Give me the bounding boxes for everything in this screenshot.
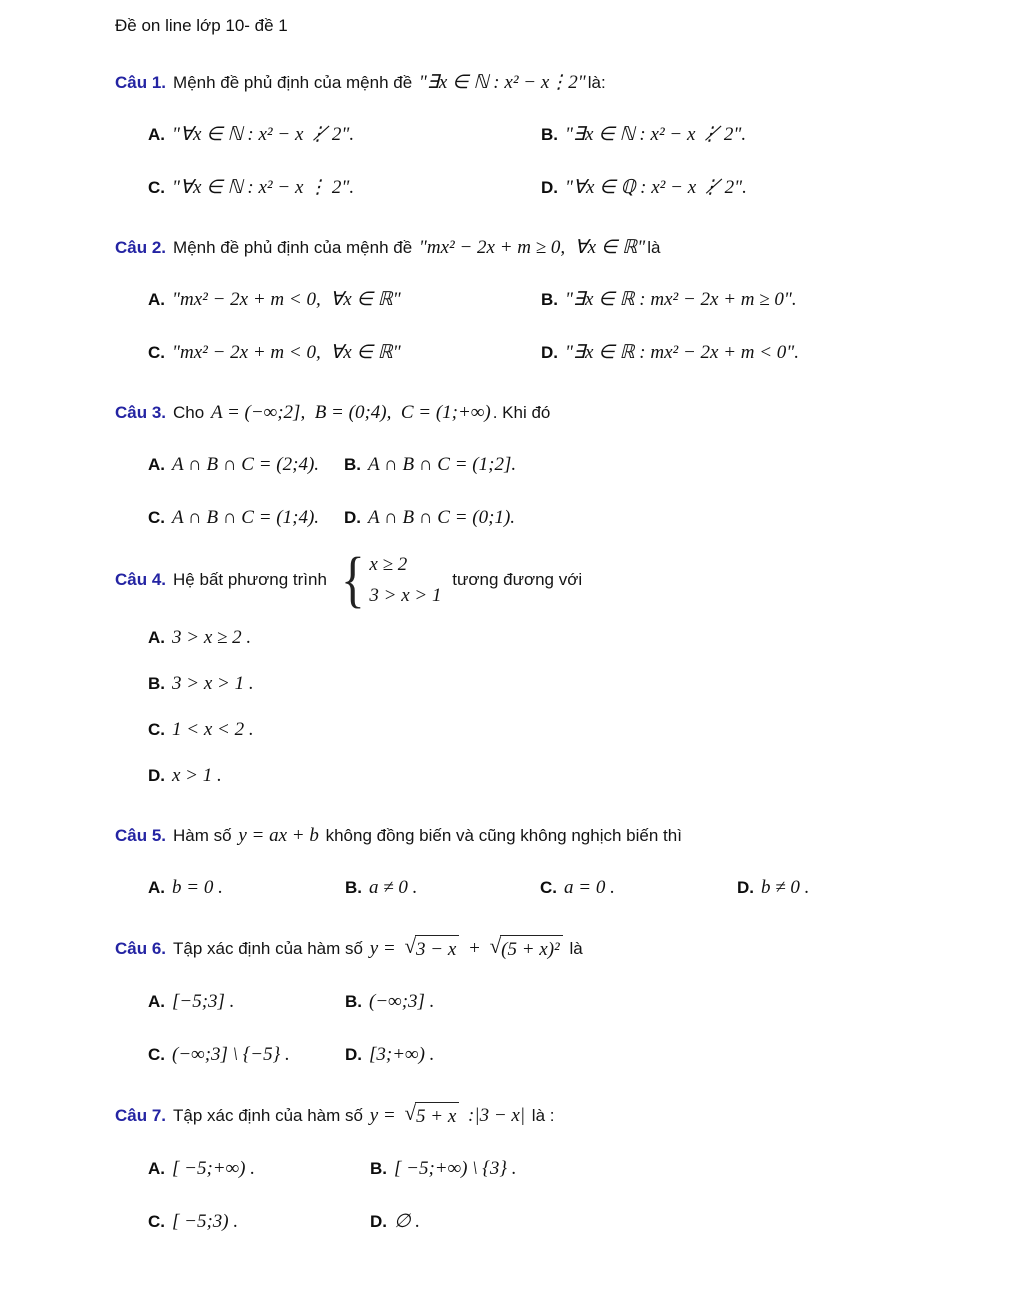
option-value: x > 1 . bbox=[172, 765, 222, 786]
option-value: b = 0 . bbox=[172, 877, 223, 898]
option-q7-a bbox=[148, 1156, 370, 1182]
option-value: ∅ . bbox=[394, 1211, 421, 1232]
options-q7 bbox=[148, 1156, 1024, 1235]
option-q7-c bbox=[148, 1209, 370, 1235]
option-value: "mx² − 2x + m < 0, ∀x ∈ ℝ" bbox=[172, 342, 401, 363]
sqrt-radical bbox=[404, 935, 459, 963]
question-label: Câu 3. bbox=[115, 403, 167, 422]
option-q3-b bbox=[344, 452, 1024, 478]
option-key: D. bbox=[345, 1045, 362, 1064]
stem-math: y = bbox=[369, 938, 401, 959]
stem-text: là : bbox=[531, 1106, 555, 1125]
option-q5-a bbox=[148, 875, 345, 901]
stem-math: "mx² − 2x + m ≥ 0, ∀x ∈ ℝ" bbox=[418, 237, 646, 258]
inequality-system bbox=[338, 546, 442, 614]
option-q6-c bbox=[148, 1042, 345, 1068]
stem-text: Tập xác định của hàm số bbox=[173, 939, 368, 958]
option-key: D. bbox=[344, 508, 361, 527]
option-key: D. bbox=[148, 766, 165, 785]
options-q2 bbox=[148, 287, 1024, 366]
option-value: [ −5;+∞) . bbox=[172, 1158, 255, 1179]
stem-math: y = ax + b bbox=[238, 825, 319, 846]
option-value: a ≠ 0 . bbox=[369, 877, 418, 898]
stem-text: là: bbox=[587, 73, 606, 92]
option-key: C. bbox=[148, 343, 165, 362]
stem-math: + bbox=[463, 938, 486, 959]
stem-text: là bbox=[564, 939, 583, 958]
option-key: A. bbox=[148, 1159, 165, 1178]
option-value: A ∩ B ∩ C = (1;2]. bbox=[368, 454, 517, 475]
system-line: 3 > x > 1 bbox=[369, 584, 442, 606]
option-value: A ∩ B ∩ C = (1;4). bbox=[172, 507, 320, 528]
question-q3 bbox=[115, 400, 1024, 531]
option-value: A ∩ B ∩ C = (2;4). bbox=[172, 454, 320, 475]
option-q6-d bbox=[345, 1042, 1024, 1068]
question-q6 bbox=[115, 935, 1024, 1068]
option-key: D. bbox=[370, 1212, 387, 1231]
option-key: A. bbox=[148, 125, 165, 144]
sqrt-radical bbox=[490, 935, 563, 963]
options-q3 bbox=[148, 452, 1024, 531]
option-value: 3 > x ≥ 2 . bbox=[172, 627, 252, 648]
option-key: C. bbox=[148, 720, 165, 739]
options-q6 bbox=[148, 989, 1024, 1068]
question-label: Câu 4. bbox=[115, 570, 167, 589]
option-key: C. bbox=[148, 508, 165, 527]
stem-text: Mệnh đề phủ định của mệnh đề bbox=[173, 238, 417, 257]
option-key: B. bbox=[345, 878, 362, 897]
options-q5 bbox=[148, 875, 1024, 901]
option-value: "mx² − 2x + m < 0, ∀x ∈ ℝ" bbox=[172, 289, 401, 310]
option-value: [3;+∞) . bbox=[369, 1044, 435, 1065]
option-key: B. bbox=[344, 455, 361, 474]
option-q3-d bbox=[344, 505, 1024, 531]
radicand: (5 + x)² bbox=[500, 935, 563, 963]
question-stem bbox=[115, 546, 1024, 614]
system-line: x ≥ 2 bbox=[369, 553, 408, 575]
question-stem bbox=[115, 823, 1024, 849]
stem-math: :|3 − x| bbox=[463, 1105, 530, 1126]
option-q5-c bbox=[540, 875, 737, 901]
question-stem bbox=[115, 1102, 1024, 1130]
stem-text: Hệ bất phương trình bbox=[173, 570, 332, 589]
question-q4 bbox=[115, 546, 1024, 789]
question-q7 bbox=[115, 1102, 1024, 1235]
option-key: C. bbox=[540, 878, 557, 897]
option-q1-c bbox=[148, 175, 541, 201]
stem-math: A = (−∞;2], B = (0;4), C = (1;+∞) bbox=[210, 402, 491, 423]
sqrt-radical bbox=[404, 1102, 459, 1130]
option-q3-a bbox=[148, 452, 344, 478]
radical-sign-icon: √ bbox=[404, 1101, 416, 1125]
option-q7-b bbox=[370, 1156, 1024, 1182]
options-q4 bbox=[148, 625, 1024, 789]
stem-text: không đồng biến và cũng không nghịch biến thì bbox=[320, 826, 682, 845]
option-value: [−5;3] . bbox=[172, 991, 235, 1012]
option-key: A. bbox=[148, 290, 165, 309]
option-key: B. bbox=[370, 1159, 387, 1178]
stem-text: . Khi đó bbox=[492, 403, 551, 422]
option-q5-d bbox=[737, 875, 1024, 901]
option-value: "∀x ∈ ℚ : x² − x ⋮̸ 2". bbox=[565, 177, 747, 198]
option-value: b ≠ 0 . bbox=[761, 877, 810, 898]
question-q1 bbox=[115, 70, 1024, 201]
radicand: 5 + x bbox=[415, 1102, 459, 1130]
question-q5 bbox=[115, 823, 1024, 901]
option-q6-b bbox=[345, 989, 1024, 1015]
option-q7-d bbox=[370, 1209, 1024, 1235]
question-label: Câu 1. bbox=[115, 73, 167, 92]
stem-text: Cho bbox=[173, 403, 209, 422]
option-key: C. bbox=[148, 1045, 165, 1064]
option-q2-b bbox=[541, 287, 1024, 313]
option-q2-c bbox=[148, 340, 541, 366]
question-label: Câu 6. bbox=[115, 939, 167, 958]
document-title: Đề on line lớp 10- đề 1 bbox=[115, 16, 288, 35]
question-label: Câu 5. bbox=[115, 826, 167, 845]
option-q2-a bbox=[148, 287, 541, 313]
stem-text: Tập xác định của hàm số bbox=[173, 1106, 368, 1125]
option-key: A. bbox=[148, 878, 165, 897]
option-q5-b bbox=[345, 875, 540, 901]
questions bbox=[0, 70, 1024, 1235]
stem-text: tương đương với bbox=[447, 570, 583, 589]
option-value: 1 < x < 2 . bbox=[172, 719, 254, 740]
option-key: B. bbox=[345, 992, 362, 1011]
option-key: B. bbox=[148, 674, 165, 693]
option-value: [ −5;+∞) \ {3} . bbox=[394, 1158, 517, 1179]
stem-text: là bbox=[647, 238, 661, 257]
stem-math: "∃x ∈ ℕ : x² − x⋮2" bbox=[418, 72, 586, 93]
left-brace-icon: { bbox=[340, 546, 365, 614]
option-value: [ −5;3) . bbox=[172, 1211, 239, 1232]
option-q4-c bbox=[148, 717, 1024, 743]
option-key: D. bbox=[541, 178, 558, 197]
stem-text: Hàm số bbox=[173, 826, 237, 845]
option-q4-a bbox=[148, 625, 1024, 651]
option-value: (−∞;3] \ {−5} . bbox=[172, 1044, 290, 1065]
option-value: "∀x ∈ ℕ : x² − x ⋮̸ 2". bbox=[172, 124, 355, 145]
stem-text: Mệnh đề phủ định của mệnh đề bbox=[173, 73, 417, 92]
option-value: A ∩ B ∩ C = (0;1). bbox=[368, 507, 516, 528]
option-key: B. bbox=[541, 290, 558, 309]
question-label: Câu 2. bbox=[115, 238, 167, 257]
option-value: "∀x ∈ ℕ : x² − x ⋮ 2". bbox=[172, 177, 355, 198]
radical-sign-icon: √ bbox=[489, 934, 502, 958]
option-key: D. bbox=[541, 343, 558, 362]
option-key: C. bbox=[148, 1212, 165, 1231]
option-q1-d bbox=[541, 175, 1024, 201]
stem-math: y = bbox=[369, 1105, 401, 1126]
question-label: Câu 7. bbox=[115, 1106, 167, 1125]
option-key: A. bbox=[148, 455, 165, 474]
option-q1-b bbox=[541, 122, 1024, 148]
option-key: A. bbox=[148, 992, 165, 1011]
option-q6-a bbox=[148, 989, 345, 1015]
option-key: C. bbox=[148, 178, 165, 197]
option-value: (−∞;3] . bbox=[369, 991, 435, 1012]
question-stem bbox=[115, 400, 1024, 426]
option-q2-d bbox=[541, 340, 1024, 366]
options-q1 bbox=[148, 122, 1024, 201]
option-q4-b bbox=[148, 671, 1024, 697]
option-value: "∃x ∈ ℝ : mx² − 2x + m ≥ 0". bbox=[565, 289, 797, 310]
radicand: 3 − x bbox=[415, 935, 459, 963]
option-value: a = 0 . bbox=[564, 877, 615, 898]
option-value: 3 > x > 1 . bbox=[172, 673, 254, 694]
option-value: "∃x ∈ ℝ : mx² − 2x + m < 0". bbox=[565, 342, 800, 363]
option-q1-a bbox=[148, 122, 541, 148]
option-key: A. bbox=[148, 628, 165, 647]
option-key: D. bbox=[737, 878, 754, 897]
system-lines bbox=[369, 554, 441, 607]
option-q3-c bbox=[148, 505, 344, 531]
option-key: B. bbox=[541, 125, 558, 144]
option-value: "∃x ∈ ℕ : x² − x ⋮̸ 2". bbox=[565, 124, 747, 145]
option-q4-d bbox=[148, 763, 1024, 789]
question-q2 bbox=[115, 235, 1024, 366]
radical-sign-icon: √ bbox=[404, 934, 416, 958]
question-stem bbox=[115, 235, 1024, 261]
question-stem bbox=[115, 935, 1024, 963]
question-stem bbox=[115, 70, 1024, 96]
exam-page bbox=[0, 16, 1024, 1296]
